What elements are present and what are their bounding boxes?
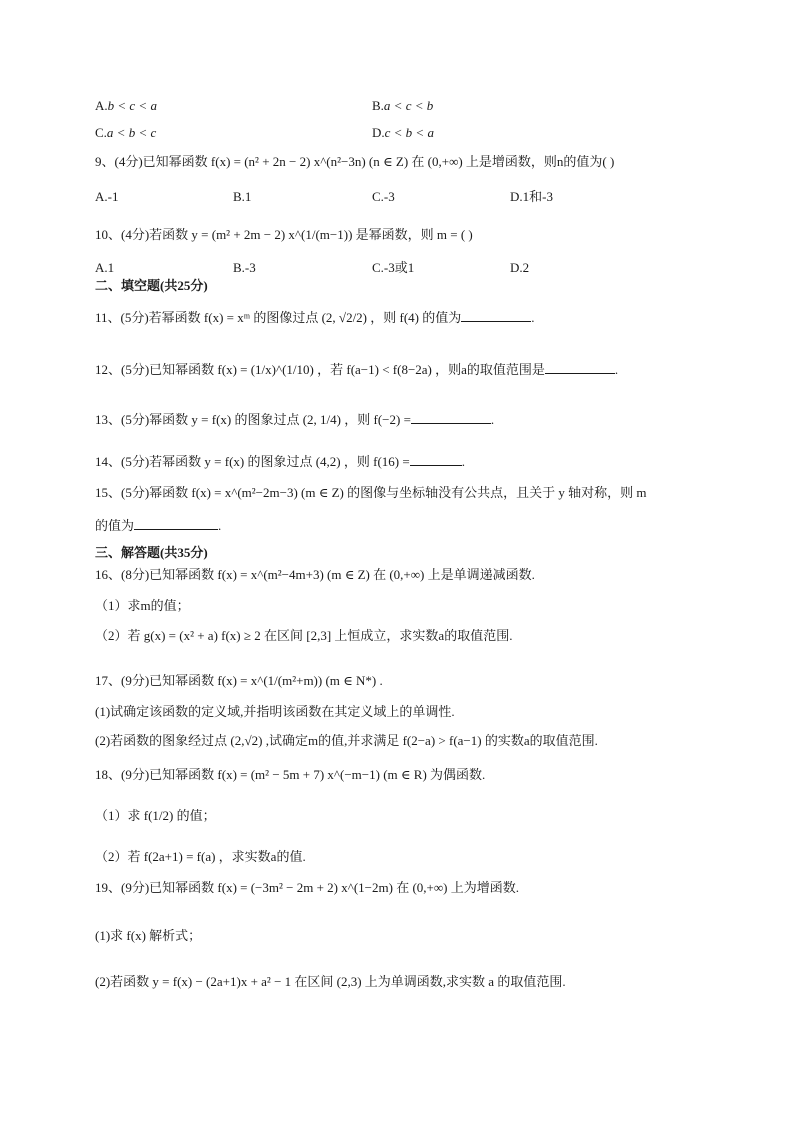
q10-option-c: C.-3或1	[372, 260, 415, 275]
q18-part1: （1）求 f(1/2) 的值；	[95, 808, 216, 823]
q16-part1: （1）求m的值；	[95, 598, 190, 613]
q13-answer-blank	[411, 411, 491, 424]
q10-option-a: A.1	[95, 260, 115, 275]
q19-part2: (2)若函数 y = f(x) − (2a+1)x + a² − 1 在区间 (2,3) 上为单调函数,求实数 a 的取值范围.	[95, 974, 566, 989]
q8-option-c: C.a < b < c	[95, 125, 157, 140]
q17-stem: 17、(9分)已知幂函数 f(x) = x^(1/(m²+m)) (m ∈ N*) .	[95, 673, 383, 688]
q9-option-a: A.-1	[95, 189, 119, 204]
q12-answer-blank	[545, 361, 615, 374]
q13: 13、(5分)幂函数 y = f(x) 的图象过点 (2, 1/4) ，则 f(−2) = .	[95, 412, 495, 427]
section-solve-heading: 三、解答题(共35分)	[95, 545, 208, 560]
q16-stem: 16、(8分)已知幂函数 f(x) = x^(m²−4m+3) (m ∈ Z) 在 (0,+∞) 上是单调递减函数.	[95, 567, 535, 582]
q16-part2: （2）若 g(x) = (x² + a) f(x) ≥ 2 在区间 [2,3] 上恒成立，求实数a的取值范围.	[95, 628, 513, 643]
q8-option-b: B.a < c < b	[372, 98, 434, 113]
q9-option-d: D.1和-3	[510, 189, 553, 204]
q17-part2: (2)若函数的图象经过点 (2,√2) ,试确定m的值,并求满足 f(2−a) > f(a−1) 的实数a的取值范围.	[95, 733, 598, 748]
q10-option-b: B.-3	[233, 260, 256, 275]
q17-part1: (1)试确定该函数的定义域,并指明该函数在其定义域上的单调性.	[95, 704, 455, 719]
q19-stem: 19、(9分)已知幂函数 f(x) = (−3m² − 2m + 2) x^(1−2m) 在 (0,+∞) 上为增函数.	[95, 880, 519, 895]
q15-answer-blank	[134, 517, 218, 530]
q18-stem: 18、(9分)已知幂函数 f(x) = (m² − 5m + 7) x^(−m−1) (m ∈ R) 为偶函数.	[95, 767, 486, 782]
q8-option-d: D.c < b < a	[372, 125, 434, 140]
q9-option-c: C.-3	[372, 189, 395, 204]
q9-option-b: B.1	[233, 189, 252, 204]
q15-line1: 15、(5分)幂函数 f(x) = x^(m²−2m−3) (m ∈ Z) 的图像与坐标轴没有公共点，且关于 y 轴对称，则 m	[95, 485, 647, 500]
q8-option-a: A.b < c < a	[95, 98, 157, 113]
q15-line2: 的值为 .	[95, 518, 222, 533]
q12: 12、(5分)已知幂函数 f(x) = (1/x)^(1/10) ，若 f(a−1) < f(8−2a) ，则a的取值范围是 .	[95, 362, 619, 377]
q10-stem: 10、(4分)若函数 y = (m² + 2m − 2) x^(1/(m−1)) 是幂函数，则 m = ( )	[95, 227, 473, 242]
q10-option-d: D.2	[510, 260, 530, 275]
q14-answer-blank	[410, 453, 462, 466]
q11-answer-blank	[461, 309, 531, 322]
q14: 14、(5分)若幂函数 y = f(x) 的图象过点 (4,2) ，则 f(16) = .	[95, 454, 465, 469]
q11: 11、(5分)若幂函数 f(x) = xᵐ 的图像过点 (2, √2/2) ，则 f(4) 的值为 .	[95, 310, 535, 325]
q18-part2: （2）若 f(2a+1) = f(a) ，求实数a的值.	[95, 849, 306, 864]
q9-stem: 9、(4分)已知幂函数 f(x) = (n² + 2n − 2) x^(n²−3n) (n ∈ Z) 在 (0,+∞) 上是增函数，则n的值为( )	[95, 154, 615, 169]
section-fill-in-heading: 二、填空题(共25分)	[95, 278, 208, 293]
q19-part1: (1)求 f(x) 解析式；	[95, 928, 202, 943]
